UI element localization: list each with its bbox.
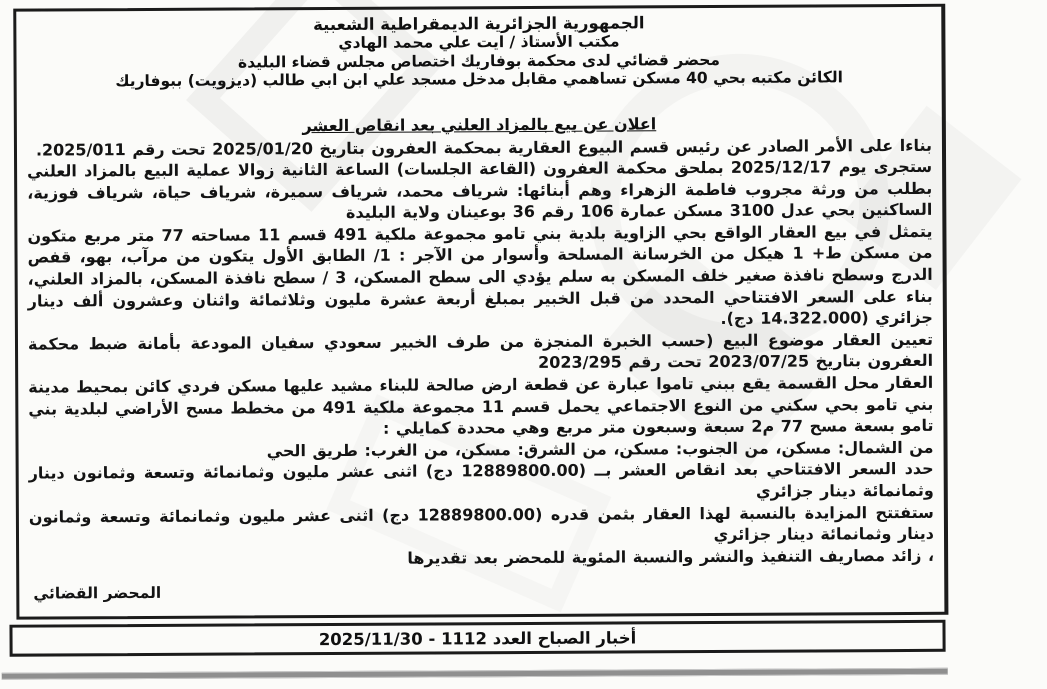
bailiff-jurisdiction-line: محضر قضائي لدى محكمة بوفاريك اختصاص مجلس قضاء البليدة	[237, 50, 721, 71]
property-location-paragraph: العقار محل القسمة يقع ببني تاموا عبارة عن قطعة ارض صالحة للبناء مشيد عليها مسكن فردي كائن بمحيط مدينة بني تامو بحي سكني من النوع الاجتماعي يحمل قسم 11 مجموعة ملكية 491 من مخطط مسح الأراضي لبلدية بني تامو بسعة مسح 77 م2 سبعة وسبعون متر مربع وهي محددة كمايلي :	[28, 372, 934, 438]
newspaper-issue-line: أخبار الصباح العدد 1112 - 2025/11/30	[318, 627, 637, 649]
bid-start-paragraph: ستفتتح المزايدة بالنسبة لهذا العقار بثمن قدره (12889800.00 دج) اثنى عشر مليون وثمانمائة وتسعة وثمانون دينار وثمانمائة دينار جزائري	[28, 502, 935, 545]
bailiff-signature: المحضر القضائي	[33, 584, 162, 603]
bailiff-office-line: مكتب الأستاذ / ايت علي محمد الهادي	[338, 32, 620, 52]
property-description-paragraph: يتمثل في بيع العقار الواقع بحي الزاوية بلدية بني تامو مجموعة ملكية 491 قسم 11 مساحته 77 متر مربع متكون من مسكن ط+ 1 هيكل من الخرسانة المسلحة وأسوار من الآجر : 1/ الطابق الأول يتكون من مرآب، بهو، قفص الدرج وسطح نافذة صغير خلف المسكن به سلم يؤدي الى سطح المسكن، 3 / سطح نافذة المسكن، بالمزاد العلني، بناء على السعر الافتتاحي المحدد من قبل الخبير بمبلغ أربعة عشرة مليون وثلاثمائة واثنان وعشرون ألف دينار جزائري (14.322.000 دج).	[27, 221, 933, 329]
fees-paragraph: ، زائد مصاريف التنفيذ والنشر والنسبة المئوية للمحضر بعد تقديرها	[407, 545, 935, 568]
office-address-line: الكائن مكتبه بحي 40 مسكن تساهمي مقابل مدخل مسجد علي ابن ابي طالب (ديزويت) ببوفاريك	[115, 68, 843, 91]
expertise-reference-paragraph: تعيين العقار موضوع البيع (حسب الخبرة المنجزة من طرف الخبير سعودي سفيان المودعة بأمانة ضبط محكمة العفرون بتاريخ 2023/07/25 تحت رقم 2023/295	[27, 329, 934, 373]
newspaper-footer-box	[9, 620, 945, 657]
bottom-separator-line	[2, 668, 948, 680]
notice-body	[27, 134, 934, 571]
notice-border-frame	[13, 4, 948, 620]
boundaries-paragraph: من الشمال: مسكن، من الجنوب: مسكن، من الشرق: مسكن، من الغرب: طريق الحي	[266, 437, 934, 461]
order-reference-paragraph: بناءا على الأمر الصادر عن رئيس قسم البيوع العقارية بمحكمة العفرون بتاريخ 2025/01/20 تحت رقم 2025/011.	[35, 135, 933, 160]
auction-notice-title: اعلان عن بيع بالمزاد العلني بعد انقاص العشر	[302, 113, 657, 135]
republic-header: الجمهورية الجزائرية الديمقراطية الشعبية	[313, 13, 645, 35]
opening-price-paragraph: حدد السعر الافتتاحي بعد انقاص العشر بــ (12889800.00 دج) اثنى عشر مليون وثمانمائة وتسعة وثمانون دينار وثمانمائة دينار جزائري	[28, 459, 934, 501]
auction-date-paragraph: ستجرى يوم 2025/12/17 بملحق محكمة العفرون (القاعة الجلسات) الساعة الثانية زوالا عملية البيع بالمزاد العلني بطلب من ورثة مجروب فاطمة الزهراء وهم أبنائها: شرياف محمد، شرياف سميرة، شرياف حياة، شرياف فوزية، الساكنين بحي عدل 3100 مسكن عمارة 106 رقم 36 بوعينان ولاية البليدة	[27, 156, 933, 223]
